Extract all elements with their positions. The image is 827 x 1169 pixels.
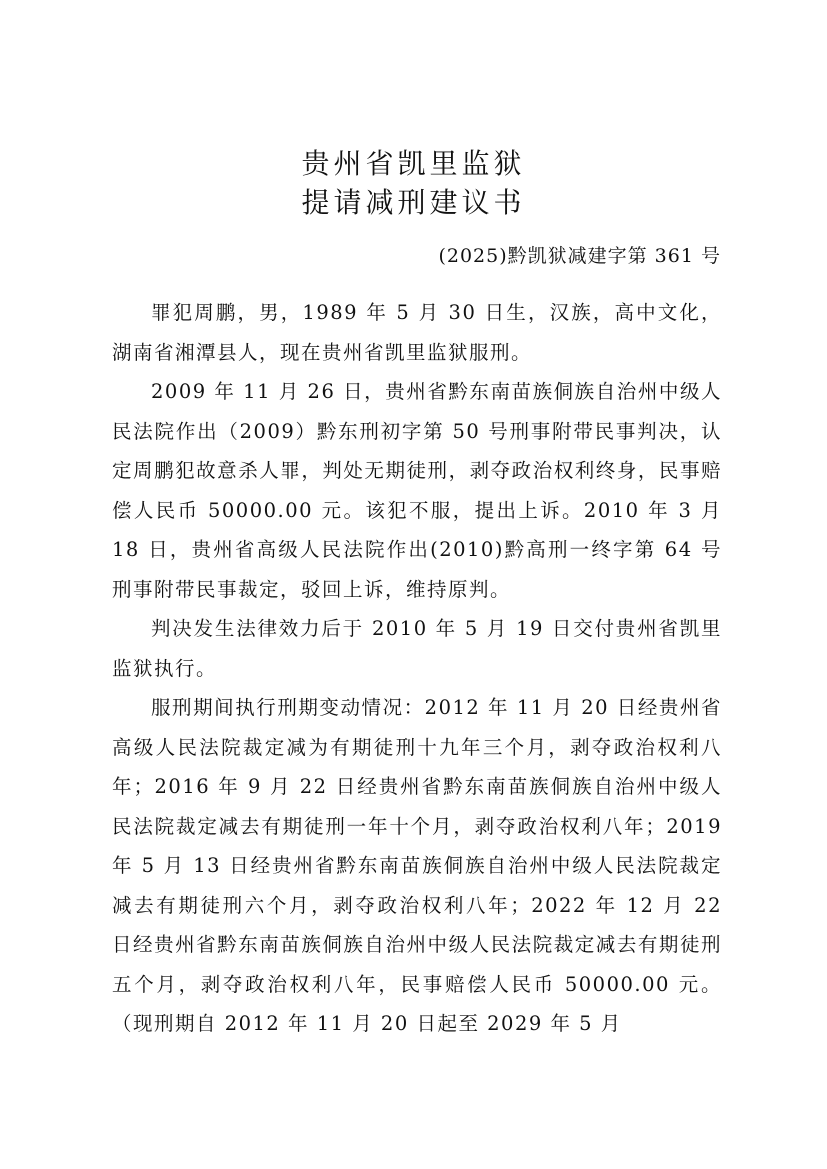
document-title-type: 提请减刑建议书: [301, 186, 526, 219]
document-number: (2025)黔凯狱减建字第 361 号: [438, 245, 721, 267]
paragraph-execution: 判决发生法律效力后于 2010 年 5 月 19 日交付贵州省凯里监狱执行。: [112, 617, 722, 680]
paragraph-original-judgment: 2009 年 11 月 26 日，贵州省黔东南苗族侗族自治州中级人民法院作出（2009）黔东刑初字第 50 号刑事附带民事判决，认定周鹏犯故意杀人罪，判处无期徒刑，剥夺政治权利终身，民事赔偿人民币 50000.00 元。该犯不服，提出上诉。2010 年 3 月 18 日，贵州省高级人民法院作出(2010)黔高刑一终字第 64 号刑事附带民事裁定，驳回上诉，维持原判。: [112, 380, 722, 601]
paragraph-criminal-info: 罪犯周鹏，男，1989 年 5 月 30 日生，汉族，高中文化，湖南省湘潭县人，现在贵州省凯里监狱服刑。: [112, 301, 722, 364]
document-body: [112, 293, 722, 1044]
document-title-issuer: 贵州省凯里监狱: [301, 147, 526, 180]
paragraph-sentence-changes: 服刑期间执行刑期变动情况：2012 年 11 月 20 日经贵州省高级人民法院裁定减为有期徒刑十九年三个月，剥夺政治权利八年；2016 年 9 月 22 日经贵州省黔东南苗族侗族自治州中级人民法院裁定减去有期徒刑一年十个月，剥夺政治权利八年；2019 年 5 月 13 日经贵州省黔东南苗族侗族自治州中级人民法院裁定减去有期徒刑六个月，剥夺政治权利八年；2022 年 12 月 22 日经贵州省黔东南苗族侗族自治州中级人民法院裁定减去有期徒刑五个月，剥夺政治权利八年，民事赔偿人民币 50000.00 元。（现刑期自 2012 年 11 月 20 日起至 2029 年 5 月: [112, 696, 722, 1035]
